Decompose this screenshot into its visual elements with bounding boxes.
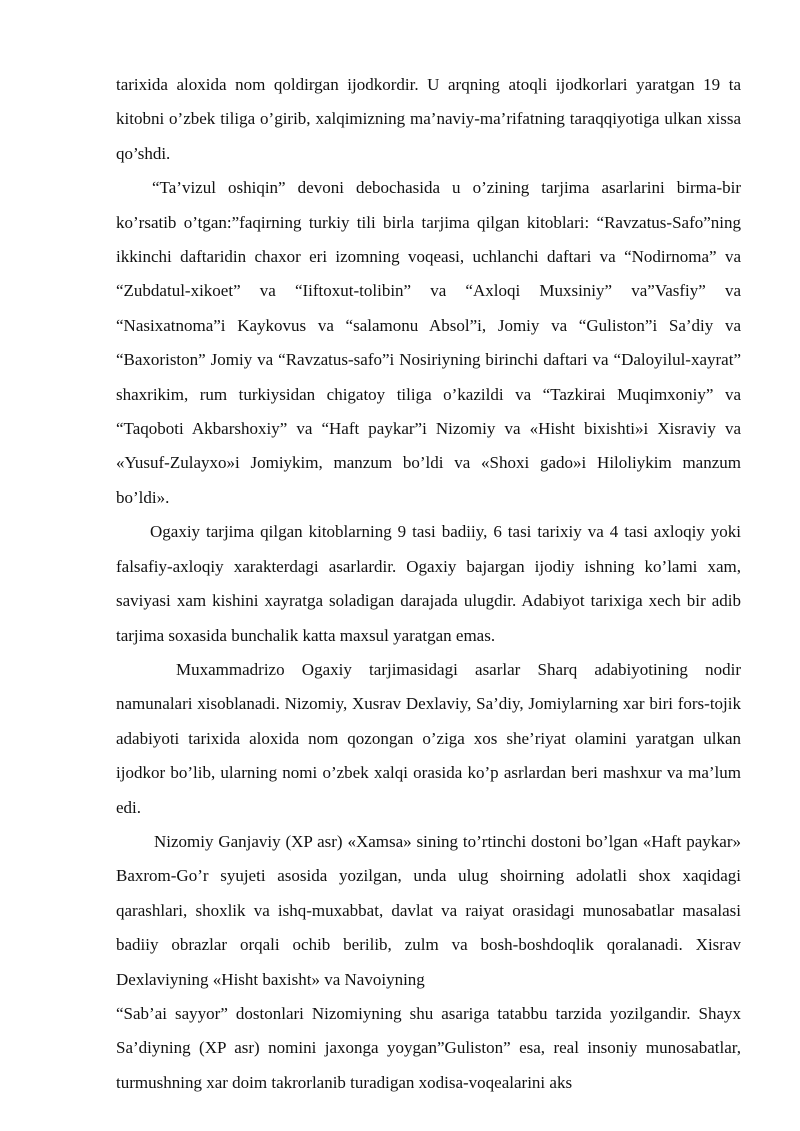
paragraph-3: Ogaxiy tarjima qilgan kitoblarning 9 tasi badiiy, 6 tasi tarixiy va 4 tasi axloqiy yoki falsafiy-axloqiy xarakterdagi asarlardir. Ogaxiy bajargan ijodiy ishning ko’lami xam, saviyasi xam kishini xayratga soladigan darajada ulugdir. Adabiyot tarixiga xech bir adib tarjima soxasida bunchalik katta maxsul yaratgan emas. bbox=[116, 522, 741, 645]
paragraph-1: tarixida aloxida nom qoldirgan ijodkordir. U arqning atoqli ijodkorlari yaratgan 19 ta kitobni o’zbek tiliga o’girib, xalqimizning ma’naviy-ma’rifatning taraqqiyotiga ulkan xissa qo’shdi. bbox=[116, 75, 741, 163]
paragraph-5: Nizomiy Ganjaviy (XP asr) «Xamsa» sining to’rtinchi dostoni bo’lgan «Haft paykar» Baxrom-Go’r syujeti asosida yozilgan, unda ulug shoirning adolatli shox xaqidagi qarashlari, shoxlik va ishq-muxabbat, davlat va raiyat orasidagi munosabatlar masalasi badiiy obrazlar orqali ochib berilib, zulm va bosh-boshdoqlik qoralanadi. Xisrav Dexlaviyning «Hisht baxisht» va Navoiyning bbox=[116, 831, 741, 989]
document-page bbox=[116, 68, 741, 1100]
paragraph-2: “Ta’vizul oshiqin” devoni debochasida u o’zining tarjima asarlarini birma-bir ko’rsatib o’tgan:”faqirning turkiy tili birla tarjima qilgan kitoblari: “Ravzatus-Safo”ning ikkinchi daftaridin chaxor eri izomning voqeasi, uchlanchi daftari va “Nodirnoma” va “Zubdatul-xikoet” va “Iiftoxut-tolibin” va “Axloqi Muxsiniy” va”Vasfiy” va “Nasixatnoma”i Kaykovus va “salamonu Absol”i, Jomiy va “Guliston”i Sa’diy va “Baxoriston” Jomiy va “Ravzatus-safo”i Nosiriyning birinchi daftari va “Daloyilul-xayrat” shaxrikim, rum turkiysidan chigatoy tiliga o’kazildi va “Tazkirai Muqimxoniy” va “Taqoboti Akbarshoxiy” va “Haft paykar”i Nizomiy va «Hisht bixishti»i Xisraviy va «Yusuf-Zulayxo»i Jomiykim, manzum bo’ldi va «Shoxi gado»i Hiloliykim manzum bo’ldi». bbox=[116, 178, 741, 507]
paragraph-6: “Sab’ai sayyor” dostonlari Nizomiyning shu asariga tatabbu tarzida yozilgandir. Shayx Sa’diyning (XP asr) nomini jaxonga yoygan”Guliston” esa, real insoniy munosabatlar, turmushning xar doim takrorlanib turadigan xodisa-voqealarini aks bbox=[116, 1003, 741, 1092]
paragraph-4: Muxammadrizo Ogaxiy tarjimasidagi asarlar Sharq adabiyotining nodir namunalari xisoblanadi. Nizomiy, Xusrav Dexlaviy, Sa’diy, Jomiylarning xar biri fors-tojik adabiyoti tarixida aloxida nom qozongan o’ziga xos she’riyat olamini yaratgan ulkan ijodkor bo’lib, ularning nomi o’zbek xalqi orasida ko’p asrlardan beri mashxur va ma’lum edi. bbox=[116, 659, 741, 817]
